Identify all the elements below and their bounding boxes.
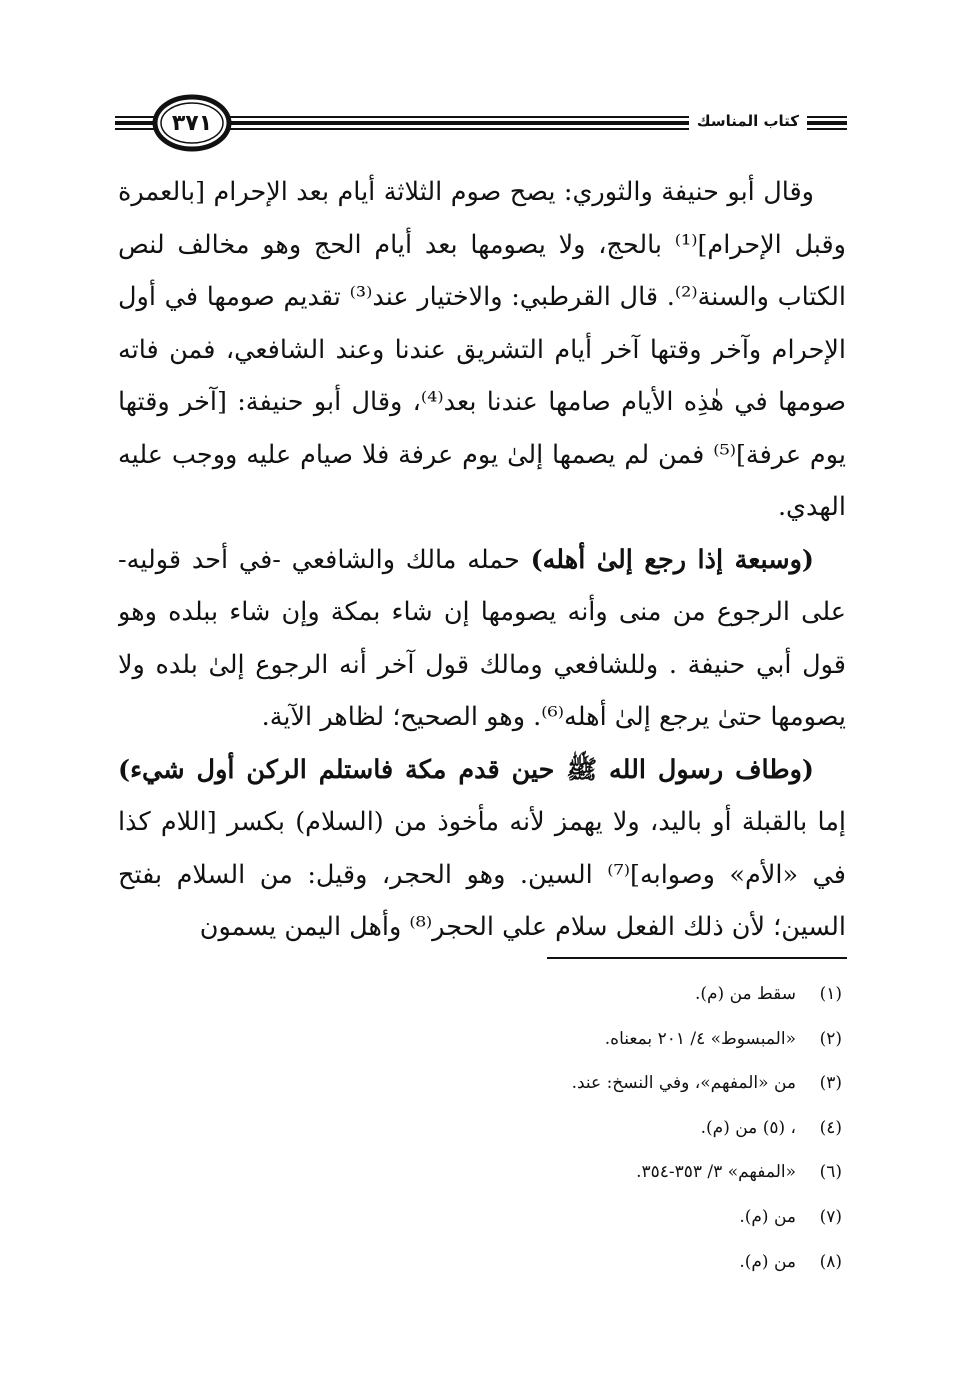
footnote-text: من «المفهم»، وفي النسخ: عند. — [571, 1073, 796, 1094]
paragraph — [118, 744, 846, 947]
running-title: كتاب المناسك — [689, 110, 807, 132]
footnote-text: من (م). — [739, 1206, 796, 1227]
footnote-text: ، (٥) من (م). — [700, 1117, 796, 1138]
footnote-number: (٦) — [819, 1162, 842, 1183]
footnote-number: (١) — [819, 984, 842, 1004]
paragraph — [118, 534, 846, 744]
footnote — [118, 972, 842, 1017]
footnote — [118, 1240, 842, 1285]
page-header — [115, 92, 847, 156]
paragraph-text: حمله مالك والشافعي -في أحد قوليه- على الرجوع من منى وأنه يصومها إن شاء بمكة وإن شاء ببلده وهو قول أبي حنيفة . وللشافعي ومالك قول آخر أنه الرجوع إلىٰ بلده ولا يصومها حتىٰ يرجع إلىٰ أهله⁽⁶⁾. وهو الصحيح؛ لظاهر الآية. — [118, 544, 846, 732]
footnote-text: من (م). — [739, 1251, 796, 1272]
footnote-number: (٨) — [819, 1251, 842, 1272]
footnote — [118, 1061, 842, 1106]
hadith-quote: (وطاف رسول الله ﷺ حين قدم مكة فاستلم الركن أول شيء) — [118, 754, 814, 785]
footnote — [118, 1017, 842, 1062]
page-number: ٣٧١ — [171, 111, 213, 136]
footnote-number: (٢) — [819, 1028, 842, 1049]
footnote-text: «المفهم» ٣/ ٣٥٣-٣٥٤. — [636, 1162, 796, 1183]
footnote — [118, 1195, 842, 1240]
paragraph-text: وقال أبو حنيفة والثوري: يصح صوم الثلاثة أيام بعد الإحرام [بالعمرة وقبل الإحرام]⁽¹⁾ بالحج، ولا يصومها بعد أيام الحج وهو مخالف لنص الكتاب والسنة⁽²⁾. قال القرطبي: والاختيار عند⁽³⁾ تقديم صومها في أول الإحرام وآخر وقتها آخر أيام التشريق عندنا وعند الشافعي، فمن فاته صومها في هٰذِه الأيام صامها عندنا بعد⁽⁴⁾، وقال أبو حنيفة: [آخر وقتها يوم عرفة]⁽⁵⁾ فمن لم يصمها إلىٰ يوم عرفة فلا صيام عليه ووجب عليه الهدي. — [118, 177, 846, 522]
footnote — [118, 1150, 842, 1195]
footnote-text: سقط من (م). — [694, 984, 796, 1004]
paragraph — [118, 166, 846, 534]
footnote-text: «المبسوط» ٤/ ٢٠١ بمعناه. — [604, 1028, 796, 1049]
paragraph-text: إما بالقبلة أو باليد، ولا يهمز لأنه مأخوذ من (السلام) بكسر [اللام كذا في «الأم» وصوابه]⁽⁷⁾ السين. وهو الحجر، وقيل: من السلام بفتح السين؛ لأن ذلك الفعل سلام علي الحجر⁽⁸⁾ وأهل اليمن يسمون — [118, 807, 846, 942]
footnote — [118, 1106, 842, 1151]
footnote-separator — [547, 957, 847, 959]
footnote-number: (٧) — [819, 1206, 842, 1227]
footnote-number: (٤) — [819, 1117, 842, 1138]
footnote-number: (٣) — [819, 1073, 842, 1094]
footnotes-list — [118, 972, 842, 1284]
main-text — [118, 166, 846, 946]
hadith-quote: (وسبعة إذا رجع إلىٰ أهله) — [530, 544, 814, 575]
